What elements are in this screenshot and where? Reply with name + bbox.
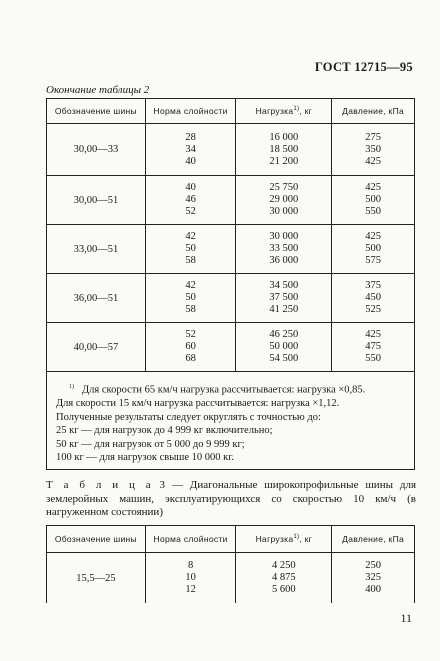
footnote-line: 50 кг — для нагрузок от 5 000 до 9 999 кг; xyxy=(56,438,245,450)
pressure-cell: 250 325 400 xyxy=(332,553,415,604)
table-footnotes xyxy=(47,372,415,470)
table-row xyxy=(47,124,415,176)
load-cell: 4 250 4 875 5 600 xyxy=(236,553,332,604)
pressure-cell: 425 500 575 xyxy=(332,225,415,274)
footnote-line: Полученные результаты следует округлять с точностью до: xyxy=(56,411,321,423)
footnote-line: Для скорости 15 км/ч нагрузка рассчитывается: нагрузка ×1,12. xyxy=(56,398,340,409)
table-header-row xyxy=(47,99,415,124)
header-ply: Норма слойности xyxy=(145,99,236,124)
load-cell: 16 000 18 500 21 200 xyxy=(236,124,332,176)
table-row xyxy=(47,323,415,372)
pressure-cell: 425 475 550 xyxy=(332,323,415,372)
ply-rating-cell: 8 10 12 xyxy=(145,553,236,604)
header-ply: Норма слойности xyxy=(145,526,236,553)
header-footnote-mark: 1) xyxy=(293,534,300,541)
footnote-line: $^{1)}$ Для скорости 65 км/ч нагрузка рассчитывается: нагрузка ×0,85. xyxy=(69,384,366,396)
ply-rating-cell: 52 60 68 xyxy=(145,323,236,372)
tire-designation: 40,00—57 xyxy=(47,323,146,372)
ply-rating-cell: 42 50 58 xyxy=(145,225,236,274)
ply-rating-cell: 42 50 58 xyxy=(145,274,236,323)
load-cell: 34 500 37 500 41 250 xyxy=(236,274,332,323)
table-header-row xyxy=(47,526,415,553)
footnote-line: 25 кг — для нагрузок до 4 999 кг включительно; xyxy=(56,425,273,436)
pressure-cell: 375 450 525 xyxy=(332,274,415,323)
tire-designation: 36,00—51 xyxy=(47,274,146,323)
header-tire: Обозначение шины xyxy=(47,99,146,124)
table-row xyxy=(47,225,415,274)
ply-rating-cell: 28 34 40 xyxy=(145,124,236,176)
tire-designation: 30,00—33 xyxy=(47,124,146,176)
table-2-caption: Окончание таблицы 2 xyxy=(46,84,150,96)
header-load: Нагрузка$^{1)}$, кг xyxy=(236,99,332,124)
standard-designation: ГОСТ 12715—95 xyxy=(314,60,413,74)
table-3 xyxy=(46,525,415,603)
pressure-cell: 425 500 550 xyxy=(332,176,415,225)
load-cell: 25 750 29 000 30 000 xyxy=(236,176,332,225)
tire-designation: 33,00—51 xyxy=(47,225,146,274)
footnote-line: 100 кг — для нагрузок свыше 10 000 кг. xyxy=(56,452,234,463)
table-3-title: Т а б л и ц а 3 — Диагональные широкопрофильные шины для землеройных машин, эксплуатирующихся со скоростью 10 км/ч (в нагруженном состоянии) xyxy=(46,479,416,518)
notes-row xyxy=(47,372,415,470)
header-load: Нагрузка$^{1)}$, кг xyxy=(236,526,332,553)
tire-designation: 15,5—25 xyxy=(47,553,146,604)
table-2 xyxy=(46,98,415,470)
table-row xyxy=(47,274,415,323)
load-cell: 46 250 50 000 54 500 xyxy=(236,323,332,372)
header-tire: Обозначение шины xyxy=(47,526,146,553)
load-cell: 30 000 33 500 36 000 xyxy=(236,225,332,274)
page-number: 11 xyxy=(400,611,412,625)
pressure-cell: 275 350 425 xyxy=(332,124,415,176)
header-footnote-mark: 1) xyxy=(293,106,300,113)
header-pressure: Давление, кПа xyxy=(332,526,415,553)
footnote-marker: 1) xyxy=(69,384,74,390)
table-row xyxy=(47,553,415,604)
header-pressure: Давление, кПа xyxy=(332,99,415,124)
table-row xyxy=(47,176,415,225)
tire-designation: 30,00—51 xyxy=(47,176,146,225)
ply-rating-cell: 40 46 52 xyxy=(145,176,236,225)
